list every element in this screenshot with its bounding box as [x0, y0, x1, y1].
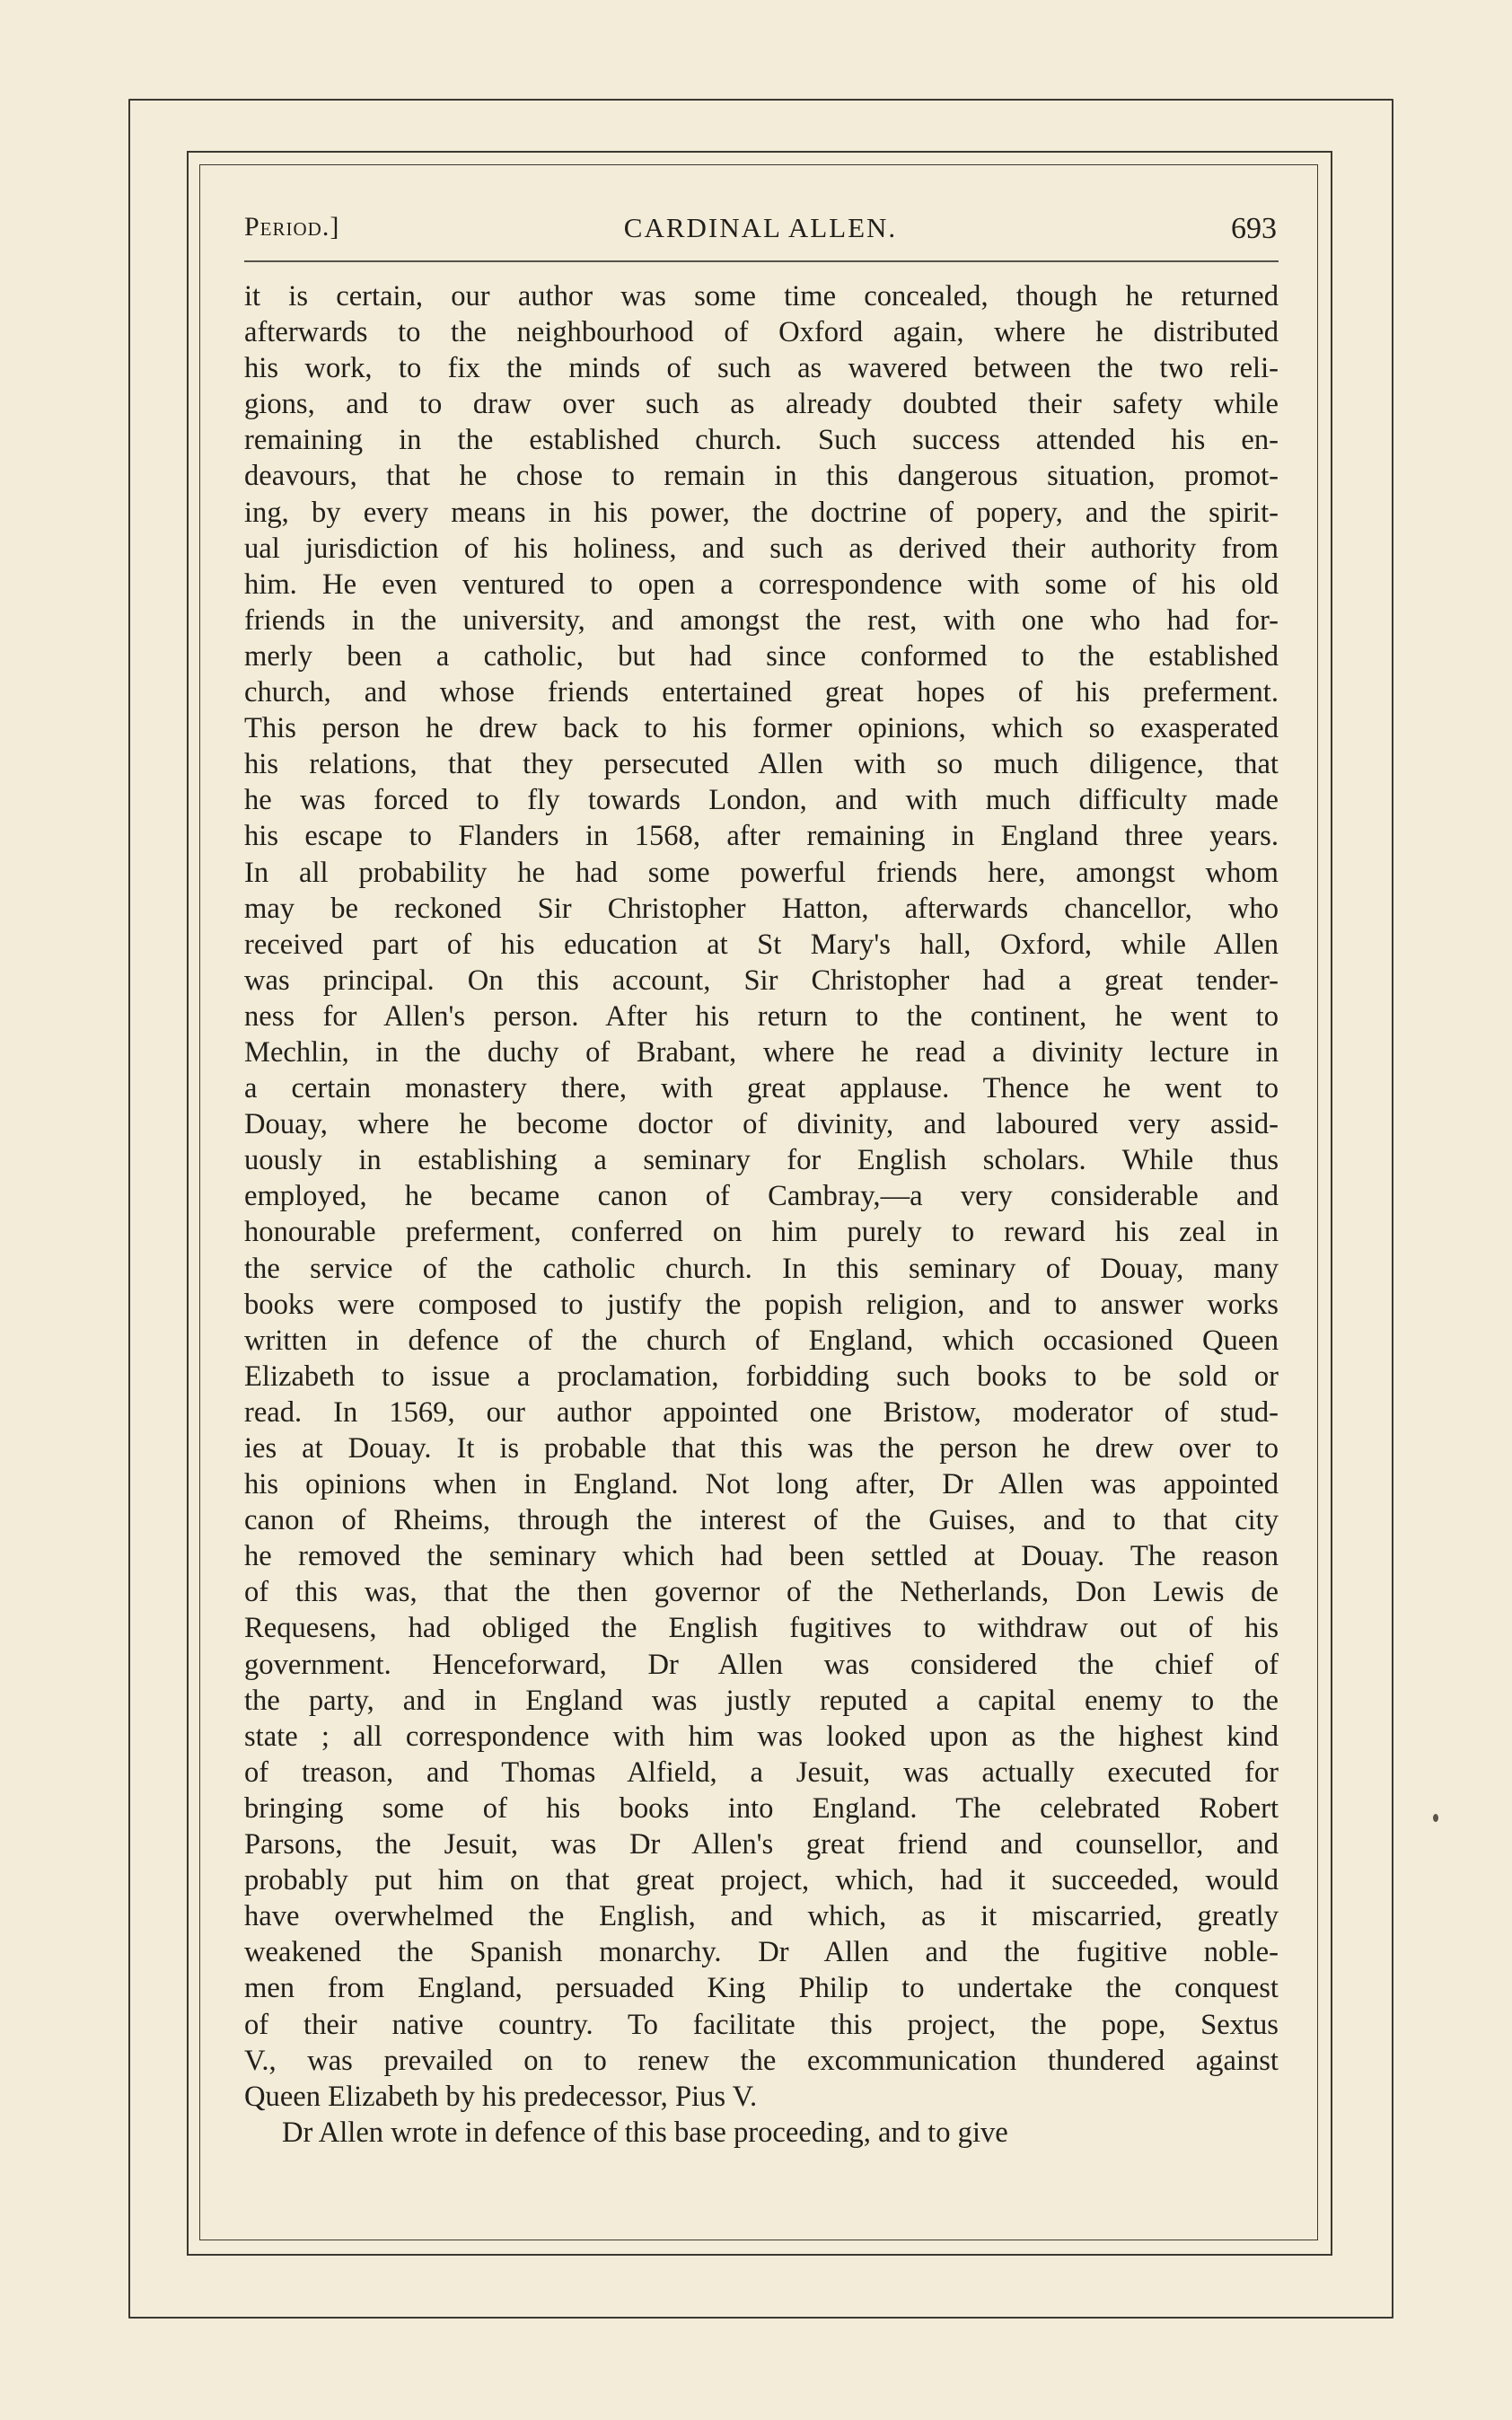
header-rule: [244, 260, 1279, 262]
text-line: bringing some of his books into England. The celebrated Robert: [244, 1791, 1279, 1825]
text-line: ness for Allen's person. After his return to the continent, he went to: [244, 999, 1279, 1033]
text-line: written in defence of the church of England, which occasioned Queen: [244, 1324, 1279, 1357]
text-line: state ; all correspondence with him was looked upon as the highest kind: [244, 1720, 1279, 1753]
text-line: ies at Douay. It is probable that this was the person he drew over to: [244, 1432, 1279, 1465]
running-header: [244, 212, 1277, 257]
text-line: his opinions when in England. Not long after, Dr Allen was appointed: [244, 1468, 1279, 1501]
page-number: 693: [1231, 212, 1277, 245]
text-line: was principal. On this account, Sir Christopher had a great tender-: [244, 964, 1279, 997]
text-line: of this was, that the then governor of the Netherlands, Don Lewis de: [244, 1576, 1279, 1609]
text-line: he removed the seminary which had been settled at Douay. The reason: [244, 1540, 1279, 1573]
text-line: the party, and in England was justly reputed a capital enemy to the: [244, 1684, 1279, 1717]
text-line: ing, by every means in his power, the doctrine of popery, and the spirit-: [244, 496, 1279, 529]
text-line: a certain monastery there, with great applause. Thence he went to: [244, 1072, 1279, 1105]
text-line: church, and whose friends entertained great hopes of his preferment.: [244, 676, 1279, 709]
text-line: This person he drew back to his former opinions, which so exasperated: [244, 712, 1279, 745]
text-line: received part of his education at St Mary's hall, Oxford, while Allen: [244, 928, 1279, 961]
header-title: CARDINAL ALLEN.: [623, 212, 898, 243]
text-line: his relations, that they persecuted Allen with so much diligence, that: [244, 748, 1279, 781]
text-line: deavours, that he chose to remain in this dangerous situation, promot-: [244, 460, 1279, 493]
text-line: merly been a catholic, but had since conformed to the established: [244, 639, 1279, 673]
margin-speck: [1433, 1814, 1438, 1822]
text-line: the service of the catholic church. In this seminary of Douay, many: [244, 1252, 1279, 1285]
text-line: probably put him on that great project, which, had it succeeded, would: [244, 1864, 1279, 1897]
text-line: have overwhelmed the English, and which, as it miscarried, greatly: [244, 1900, 1279, 1933]
text-line: employed, he became canon of Cambray,—a very considerable and: [244, 1180, 1279, 1213]
text-line: Parsons, the Jesuit, was Dr Allen's great friend and counsellor, and: [244, 1828, 1279, 1861]
text-line: canon of Rheims, through the interest of the Guises, and to that city: [244, 1504, 1279, 1537]
text-line: government. Henceforward, Dr Allen was considered the chief of: [244, 1648, 1279, 1681]
body-text: [244, 278, 1279, 2151]
text-line: Elizabeth to issue a proclamation, forbidding such books to be sold or: [244, 1360, 1279, 1393]
text-line: of their native country. To facilitate this project, the pope, Sextus: [244, 2008, 1279, 2041]
text-line: Dr Allen wrote in defence of this base proceeding, and to give: [282, 2116, 1008, 2149]
text-line: friends in the university, and amongst the rest, with one who had for-: [244, 603, 1279, 637]
text-line: Mechlin, in the duchy of Brabant, where he read a divinity lecture in: [244, 1035, 1279, 1069]
header-period: Period.]: [244, 212, 340, 242]
text-line: read. In 1569, our author appointed one Bristow, moderator of stud-: [244, 1395, 1279, 1429]
text-line: it is certain, our author was some time concealed, though he returned: [244, 280, 1279, 312]
text-line: In all probability he had some powerful friends here, amongst whom: [244, 856, 1279, 889]
text-line: remaining in the established church. Such success attended his en-: [244, 424, 1279, 457]
text-line: men from England, persuaded King Philip to undertake the conquest: [244, 1972, 1279, 2005]
text-line: Requesens, had obliged the English fugitives to withdraw out of his: [244, 1612, 1279, 1645]
text-line: of treason, and Thomas Alfield, a Jesuit, was actually executed for: [244, 1756, 1279, 1789]
text-line: gions, and to draw over such as already doubted their safety while: [244, 388, 1279, 421]
text-line: afterwards to the neighbourhood of Oxford again, where he distributed: [244, 316, 1279, 349]
text-line: him. He even ventured to open a correspondence with some of his old: [244, 568, 1279, 601]
text-line: his escape to Flanders in 1568, after remaining in England three years.: [244, 820, 1279, 853]
text-line: weakened the Spanish monarchy. Dr Allen and the fugitive noble-: [244, 1936, 1279, 1969]
text-line: Douay, where he become doctor of divinity, and laboured very assid-: [244, 1108, 1279, 1141]
text-line: Queen Elizabeth by his predecessor, Pius V.: [244, 2080, 758, 2113]
text-line: his work, to fix the minds of such as wavered between the two reli-: [244, 352, 1279, 385]
text-line: ual jurisdiction of his holiness, and such as derived their authority from: [244, 532, 1279, 565]
text-line: may be reckoned Sir Christopher Hatton, afterwards chancellor, who: [244, 892, 1279, 925]
text-line: honourable preferment, conferred on him purely to reward his zeal in: [244, 1216, 1279, 1249]
text-line: uously in establishing a seminary for English scholars. While thus: [244, 1144, 1279, 1177]
text-line: books were composed to justify the popish religion, and to answer works: [244, 1288, 1279, 1321]
text-line: he was forced to fly towards London, and with much difficulty made: [244, 784, 1279, 817]
text-line: V., was prevailed on to renew the excommunication thundered against: [244, 2044, 1279, 2077]
